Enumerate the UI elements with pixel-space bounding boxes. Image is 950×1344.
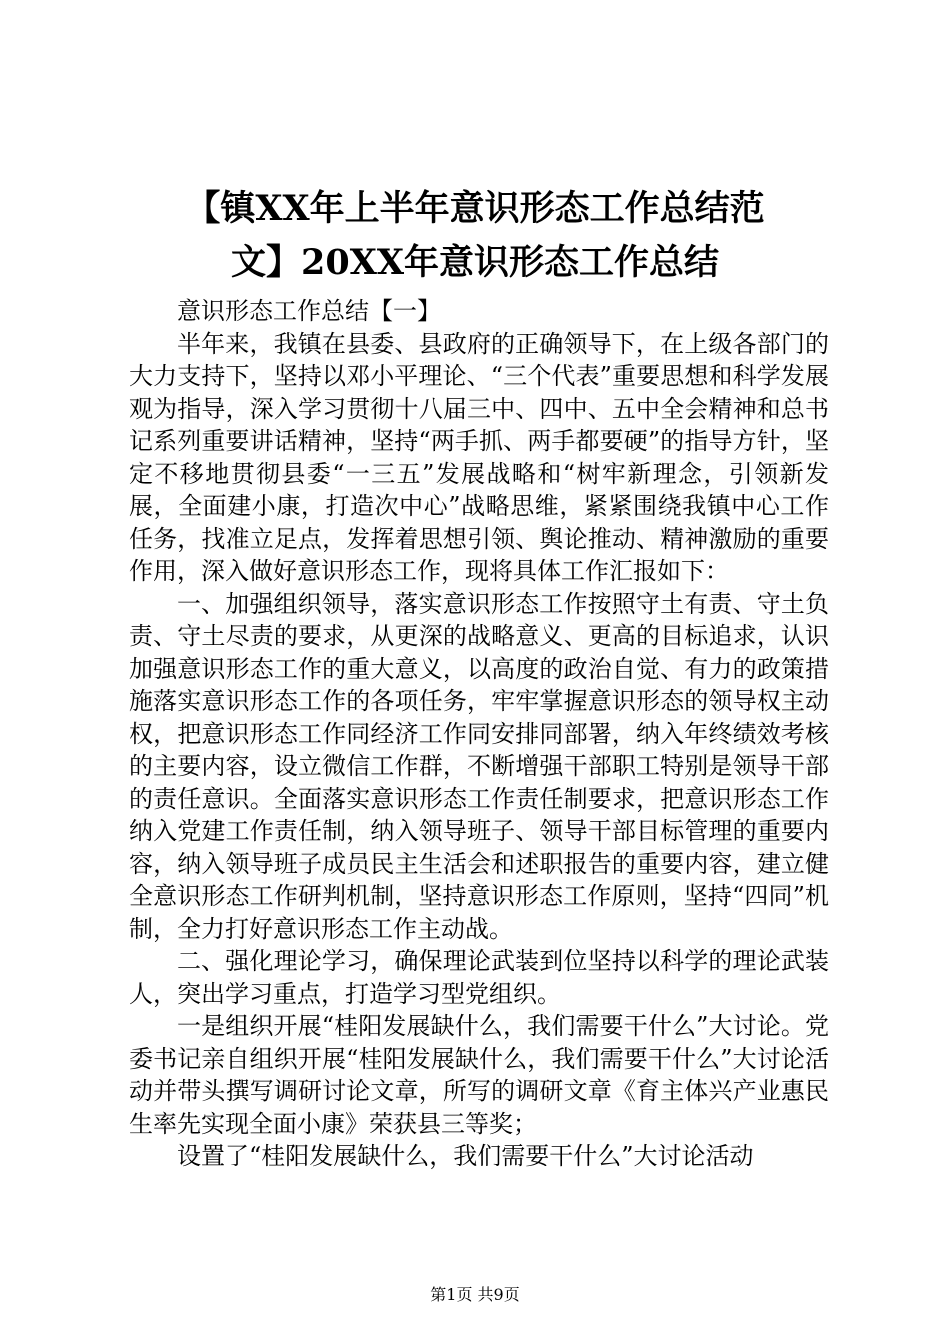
paragraph: 设置了“桂阳发展缺什么，我们需要干什么”大讨论活动 (177, 1142, 754, 1170)
paragraph: 二、强化理论学习，确保理论武装到位坚持以科学的理论武装人，突出学习重点，打造学习型党组织。 (129, 947, 829, 1008)
paragraph: 半年来，我镇在县委、县政府的正确领导下，在上级各部门的大力支持下，坚持以邓小平理论、“三个代表”重要思想和科学发展观为指导，深入学习贯彻十八届三中、四中、五中全会精神和总书记系列重要讲话精神，坚持“两手抓、两手都要硬”的指导方针，坚定不移地贯彻县委“一三五”发展战略和“树牢新理念，引领新发展，全面建小康，打造次中心”战略思维，紧紧围绕我镇中心工作任务，找准立足点，发挥着思想引领、舆论推动、精神激励的重要作用，深入做好意识形态工作，现将具体工作汇报如下： (129, 329, 829, 585)
paragraph: 一、加强组织领导，落实意识形态工作按照守土有责、守土负责、守土尽责的要求，从更深的战略意义、更高的目标追求，认识加强意识形态工作的重大意义，以高度的政治自觉、有力的政策措施落实意识形态工作的各项任务，牢牢掌握意识形态的领导权主动权，把意识形态工作同经济工作同安排同部署，纳入年终绩效考核的主要内容，设立微信工作群，不断增强干部职工特别是领导干部的责任意识。全面落实意识形态工作责任制要求，把意识形态工作纳入党建工作责任制，纳入领导班子、领导干部目标管理的重要内容，纳入领导班子成员民主生活会和述职报告的重要内容，建立健全意识形态工作研判机制，坚持意识形态工作原则，坚持“四同”机制，全力打好意识形态工作主动战。 (129, 589, 829, 943)
title-line-1: 【镇XX年上半年意识形态工作总结范 (185, 188, 765, 229)
page-footer: 第1页 共9页 (430, 1285, 520, 1304)
document-title (100, 182, 850, 290)
paragraph: 一是组织开展“桂阳发展缺什么，我们需要干什么”大讨论。党委书记亲自组织开展“桂阳发展缺什么，我们需要干什么”大讨论活动并带头撰写调研讨论文章，所写的调研文章《育主体兴产业惠民生率先实现全面小康》荣获县三等奖； (129, 1012, 829, 1138)
section-heading: 意识形态工作总结【一】 (177, 297, 441, 325)
title-line-2: 文】20XX年意识形态工作总结 (230, 242, 720, 283)
document-body (129, 295, 829, 1173)
